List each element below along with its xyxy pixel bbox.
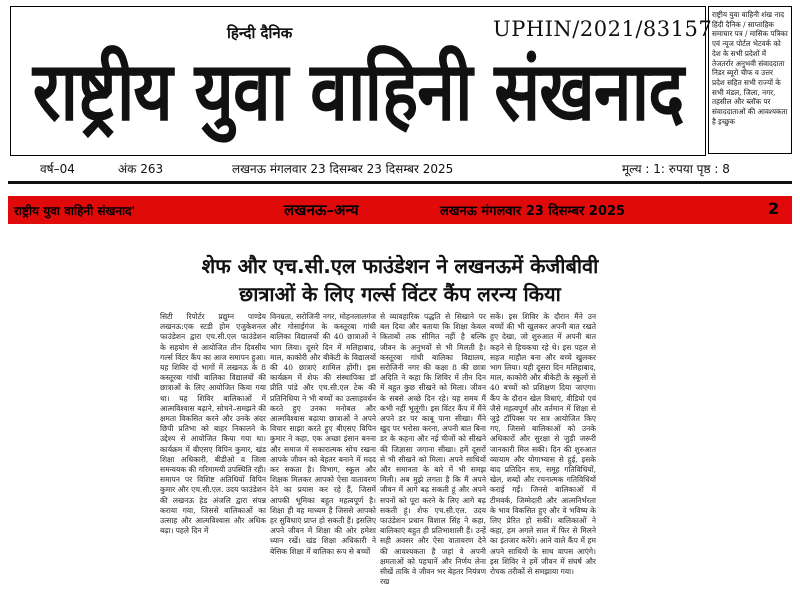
issue-number: अंक 263	[118, 162, 164, 176]
header-date: लखनऊ मंगलवार 23 दिसम्बर 2025	[440, 204, 626, 219]
issue-date: लखनऊ मंगलवार 23 दिसम्बर 23 दिसम्बर 2025	[232, 162, 454, 176]
article-column-4: सकें। इस शिविर के दौरान मैंने उन बच्चों की भी खुलकर अपनी बात रखते हुए देखा, जो शुरुआत में अपनी बात कहने से हिचकचा रहे थे। इस पहल से सहज माहौल बना और बच्चे खुलकर भाग लिया। यही दूसरा दिन मलिहाबाद, माल, काकोरी और बीकेटी के स्कूलों से 40 बच्चों को प्रशिक्षण दिया जाएगा। कैंप के दौरान खेल विधाएं, वीडियो एवं जैसे महत्वपूर्ण और वर्तमान में शिक्षा से जुड़े टॉपिक्स पर सत्र आयोजित किए गए, जिससे बालिकाओं को उनके अधिकारों और सुरक्षा से जुड़ी जरूरी जानकारी मिल सकी। दिन की शुरुआत व्यायाम और योगाभ्यास से हुई, इसके बाद प्रतिदिन सत्र, समूह गतिविधियों, खेल, शब्दों और रचनात्मक गतिविधियों कराई गईं। जिनसे बालिकाओं में टीमवर्क, जिम्मेदारी और आत्मनिर्भरता के भाव विकसित हुए और वे भविष्य के लिए प्रेरित हो सकीं। बालिकाओं ने कहा, हम अगले साल में फिर से मिलने का इंतजार करेंगे। आने वाले कैंप में हम अपने साथियों के साथ वापस आएंगे। इस शिविर ने हमें जीवन में संघर्ष और रोचक तरीकों से समझाया गया।	[490, 312, 596, 577]
article-column-3: से व्यावहारिक पद्धति से सिखाने पर बल दिया और बताया कि शिक्षा केवल किताबों तक सीमित नहीं है बल्कि जीवन के अनुभवों से भी मिलती है। कस्तूरबा गांधी बालिका विद्यालय, सरोजिनी नगर की कक्षा 8 की छात्रा अदिति ने कहा कि शिविर में तीन दिन में बहुत कुछ सीखने को मिला। जीवन के सबसे अच्छे दिन रहे। यह समय मैं कभी नहीं भूलूंगी। इस विंटर कैंप में मैंने अपने डर पर काबू पाना सीखा। मैंने खुद पर भरोसा करना, अपनी बात बिना डर के कहना और नई चीजों को सीखने की जिज्ञासा जगाना सीखा। हमें दूसरों से भी सीखने को मिला। अपने साथियों और समानता के बारे में भी समझ मिली। अब मुझे लगता है कि मैं अपने जीवन में आगे बढ़ सकती हूं और अपने सपनों को पूरा करने के लिए आगे बढ़ सकती हूं। शेफ एच.सी.एल. उदय फाउंडेशन प्रधान विशाल सिंह ने कहा, बालिकाएं बहुत ही प्रतिभाशाली हैं। उन्हें सही अवसर और ऐसा वातावरण देने की आवश्यकता है जहां वे अपनी क्षमताओं को पहचानें और निर्णय लेना सीखें ताकि वे जीवन भर बेहतर नियंत्रण रख	[380, 312, 486, 587]
newspaper-title: राष्ट्रीय युवा वाहिनी संखनाद	[32, 43, 684, 140]
paper-name: राष्ट्रीय युवा वाहिनी संखनाद'	[14, 204, 136, 218]
masthead	[10, 6, 713, 156]
hindi-dainik-label: हिन्दी दैनिक	[227, 24, 293, 42]
volume-number: वर्ष–04	[40, 162, 75, 176]
price-pages: मूल्य : 1: रुपया पृष्ठ : 8	[622, 162, 730, 176]
issue-info-row	[0, 160, 800, 178]
section-name: लखनऊ–अन्य	[284, 201, 359, 219]
divider-rule	[8, 181, 792, 184]
page-number: 2	[768, 199, 780, 218]
headline-line-1: शेफ और एच.सी.एल फाउंडेशन ने लखनऊमें केजीबीवी	[201, 254, 599, 278]
page-header-bar	[8, 196, 792, 224]
article-body	[160, 312, 600, 602]
registration-number: UPHIN/2021/83157	[493, 17, 713, 41]
article-column-1: सिटी रिपोर्टर प्रद्युम्न पाण्डेय लखनऊ:एक स्टडी होम एजुकेशनल फाउंडेशन द्वारा एच.सी.एल फाउंडेशन के सहयोग से आयोजित तीन दिवसीय गर्ल्स विंटर कैंप का आज समापन हुआ। यह शिविर दो भागों में लखनऊ के 8 कस्तूरबा गांधी बालिका विद्यालयों की छात्राओं के लिए आयोजित किया गया था। यह शिविर बालिकाओं में आत्मविश्वास बढ़ाने, सोचने–समझने की क्षमता विकसित करने और उनके अंदर छिपी प्रतिभा को बाहर निकालने के उद्देश्य से आयोजित किया गया था। कार्यक्रम में बीएसए विपिन कुमार, खंड शिक्षा अधिकारी, बीडीओ व जिला समन्वयक की गरिमामयी उपस्थिति रही। समापन पर विशिष्ट अतिथियों विपिन कुमार और एच.सी.एल. उदय फाउंडेशन की लखनऊ हेड अंजलि द्वारा संपन्न कराया गया, जिससे बालिकाओं का उत्साह और आत्मविश्वास और अधिक बढ़ा। पहले दिन में	[160, 312, 266, 536]
article-column-2: विनम्रता, सरोजिनी नगर, मोहनलालगंज और गोसाईगंज के कस्तूरबा गांधी बालिका विद्यालयों की 40 छात्राओं ने भाग लिया। दूसरे दिन में मलिहाबाद, माल, काकोरी और बीकेटी के विद्यालयों की 40 छात्राएं शामिल होंगी। इस कार्यक्रम में शेफ की संस्थापिका डॉ प्रीति पांडे और एच.सी.एल टेक की प्रतिनिधिया ने भी बच्चों का उत्साहवर्धन करते हुए उनका मनोबल और आत्मविश्वास बढ़ाया छात्राओं ने अपने विचार साझा करते हुए बीएसए विपिन कुमार ने कहा, एक अच्छा इंसान बनना और समाज में सकारात्मक सोच रखना आपके जीवन को बेहतर बनाने में मदद कर सकता है। विभाग, स्कूल और शिक्षक मिलकर आपको ऐसा वातावरण देने का प्रयास कर रहे हैं, जिसमें आपकी भूमिका बहुत महत्वपूर्ण है। शिक्षा ही वह माध्यम है जिससे आपको हर सुविधाएं प्राप्त हो सकती हैं। इसलिए अपने जीवन में शिक्षा की ओर हमेशा ध्यान रखें। खंड शिक्षा अधिकारी ने बेसिक शिक्षा में बालिका रूप से बच्चों	[270, 312, 376, 556]
recruitment-notice: राष्ट्रीय युवा वाहिनी शंख नाद हिंदी दैनिक / साप्ताहिक समाचार पत्र / मासिक पत्रिका एवं न्यूज पोर्टल भेटवर्क को देश के सभी प्रदेशों में तेजतर्रार अनुभवी संवाददाता निडर ब्यूरो चीफ व उत्तर प्रदेश सहित सभी राज्यों के सभी मंडल, जिला, नगर, तहसील और ब्लॉक पर संवाददाताओं की आवश्यकता है इच्छुक	[708, 6, 792, 154]
article-headline	[0, 252, 800, 308]
headline-line-2: छात्राओं के लिए गर्ल्स विंटर कैंप लरन्य किया	[239, 282, 561, 306]
